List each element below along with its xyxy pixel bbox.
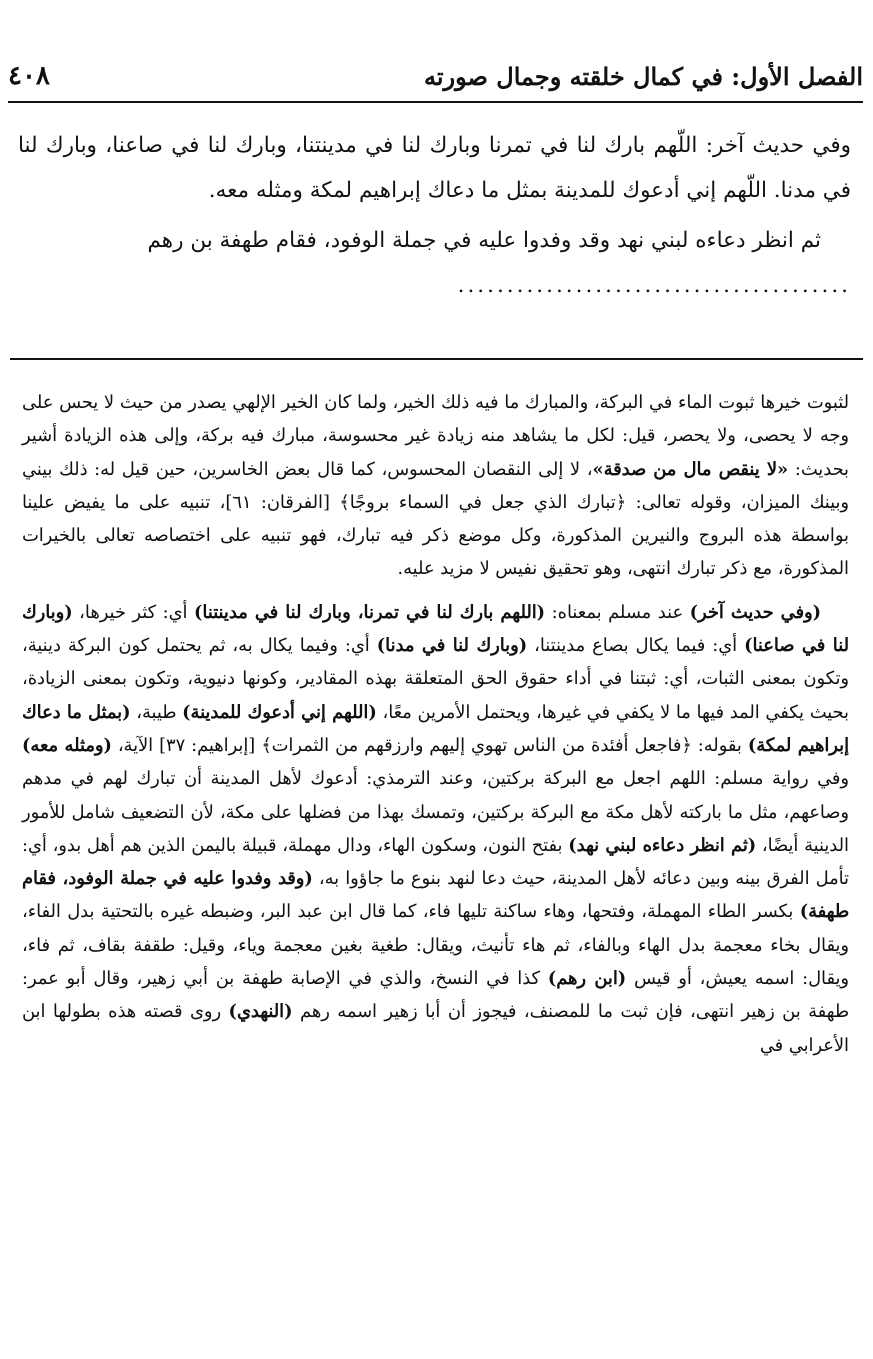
commentary-bold-run: (اللهم بارك لنا في تمرنا، وبارك لنا في مدينتنا) [194,601,546,623]
commentary-text-run: أي: كثر خيرها، [72,601,194,623]
commentary-bold-run: (وفي حديث آخر) [689,601,822,623]
commentary-bold-run: (اللهم إني أدعوك للمدينة) [182,701,377,723]
commentary-paragraph-2 [22,596,849,1062]
chapter-title: الفصل الأول: في كمال خلقته وجمال صورته [423,61,863,91]
commentary-bold-run: (ومثله معه) [22,734,112,756]
commentary-text-run: روى قصته هذه بطولها ابن الأعرابي في [22,1001,849,1056]
commentary-text-run: بفتح النون، وسكون الهاء، ودال مهملة، قبيلة باليمن الذين هم أهل بدو، أي: تأمل الفرق بينه وبين دعائه لأهل المدينة، حيث دعا لنهد بنوع ما جاؤوا به، [22,834,849,890]
commentary-bold-run: (بمثل ما دعاك إبراهيم لمكة) [22,701,850,756]
main-text [18,124,851,308]
commentary-text-run: لثبوت خيرها ثبوت الماء في البركة، والمبارك ما فيه ذلك الخير، ولما كان الخير الإلهي يصدر من حيث لا يحس على وجه لا يحصى، ولا يحصر، قيل: لكل ما يشاهد منه زيادة غير محسوسة، مبارك فيه بركة، وإلى هذه الزيادة أشير بحديث: [22,392,850,480]
commentary-text-run: بقوله: ﴿فاجعل أفئدة من الناس تهوي إليهم وارزقهم من الثمرات﴾ [إبراهيم: ٣٧] الآية، [111,734,748,756]
main-paragraph-2: ثم انظر دعاءه لبني نهد وقد وفدوا عليه في جملة الوفود، فقام طهفة بن رهم [147,228,821,253]
commentary-text [22,386,849,1062]
commentary-paragraph-1 [22,386,849,586]
commentary-text-run: كذا في النسخ، والذي في الإصابة طهفة بن أبي زهير، وقال أبو عمر: طهفة بن زهير انتهى، فإن ثبت ما للمصنف، فيجوز أن أبا زهير اسمه رهم [22,968,850,1023]
commentary-text-run: طيبة، [130,701,183,723]
page-header [8,52,863,100]
ellipsis-dots: ........................................ [457,272,851,298]
page-number: ٤٠٨ [8,61,50,91]
footnote-separator [10,358,863,360]
commentary-text-run: عند مسلم بمعناه: [545,601,690,623]
commentary-text-run: ، لا إلى النقصان المحسوس، كما قال بعض الخاسرين، حين قيل له: ذلك بيني وبينك الميزان، وقوله تعالى: ﴿تبارك الذي جعل في السماء بروجًا﴾ [الفرقان: ٦١]، تنبيه على ما يفيض علينا بواسطة هذه البروج والنيرين المذكورة، وكل موضع ذكر فيه تبارك، فهو تنبيه على اختصاصه تعالى بالخيرات المذكورة، مع ذكر تبارك انتهى، وهو تحقيق نفيس لا مزيد عليه. [22,458,850,580]
commentary-text-run: أي: وفيما يكال به، ثم يحتمل كون البركة دينية، وتكون بمعنى الثبات، أي: ثبتنا في أداء حقوق الحق المتعلقة بهذه المقادير، وكونها دنيوية، وتكون بمعنى الزيادة، بحيث يكفي المد فيها ما لا يكفي في غيرها، ويحتمل الأمرين معًا، [22,635,849,723]
commentary-text-run: وفي رواية مسلم: اللهم اجعل مع البركة بركتين، وعند الترمذي: أدعوك لأهل المدينة أن تبارك لهم في مدهم وصاعهم، مثل ما باركته لأهل مكة مع البركة بركتين، وتمسك بهذا من فضلها على مكة، لأن التضعيف شامل للأمور الدينية أيضًا، [22,768,849,856]
commentary-bold-run: (وبارك لنا في مدنا) [376,635,528,657]
header-rule [8,101,863,103]
commentary-bold-run: «لا ينقص مال من صدقة» [592,458,789,480]
commentary-text-run: بكسر الطاء المهملة، وفتحها، وهاء ساكنة تليها فاء، كما قال ابن عبد البر، وضبطه غيره بالتحتية بدل الفاء، ويقال بخاء معجمة بدل الهاء وبالفاء، ثم هاء تأنيث، ويقال: طغية بغين معجمة وياء، وقيل: طقفة بقاف، ثم فاء، ويقال: اسمه يعيش، أو قيس [22,901,849,990]
commentary-bold-run: (وقد وفدوا عليه في جملة الوفود، فقام طهفة) [22,868,849,923]
commentary-bold-run: (النهدي) [228,1001,293,1023]
commentary-bold-run: (وبارك لنا في صاعنا) [22,601,849,657]
commentary-bold-run: (ابن رهم) [547,968,627,990]
main-paragraph-1: وفي حديث آخر: اللّهم بارك لنا في تمرنا وبارك لنا في مدينتنا، وبارك لنا في صاعنا، وبارك لنا في مدنا. اللّهم إني أدعوك للمدينة بمثل ما دعاك إبراهيم لمكة ومثله معه. [18,133,851,203]
commentary-bold-run: (ثم انظر دعاءه لبني نهد) [568,834,757,856]
commentary-text-run: أي: فيما يكال بصاع مدينتنا، [527,635,745,657]
main-dots-line [18,264,851,309]
